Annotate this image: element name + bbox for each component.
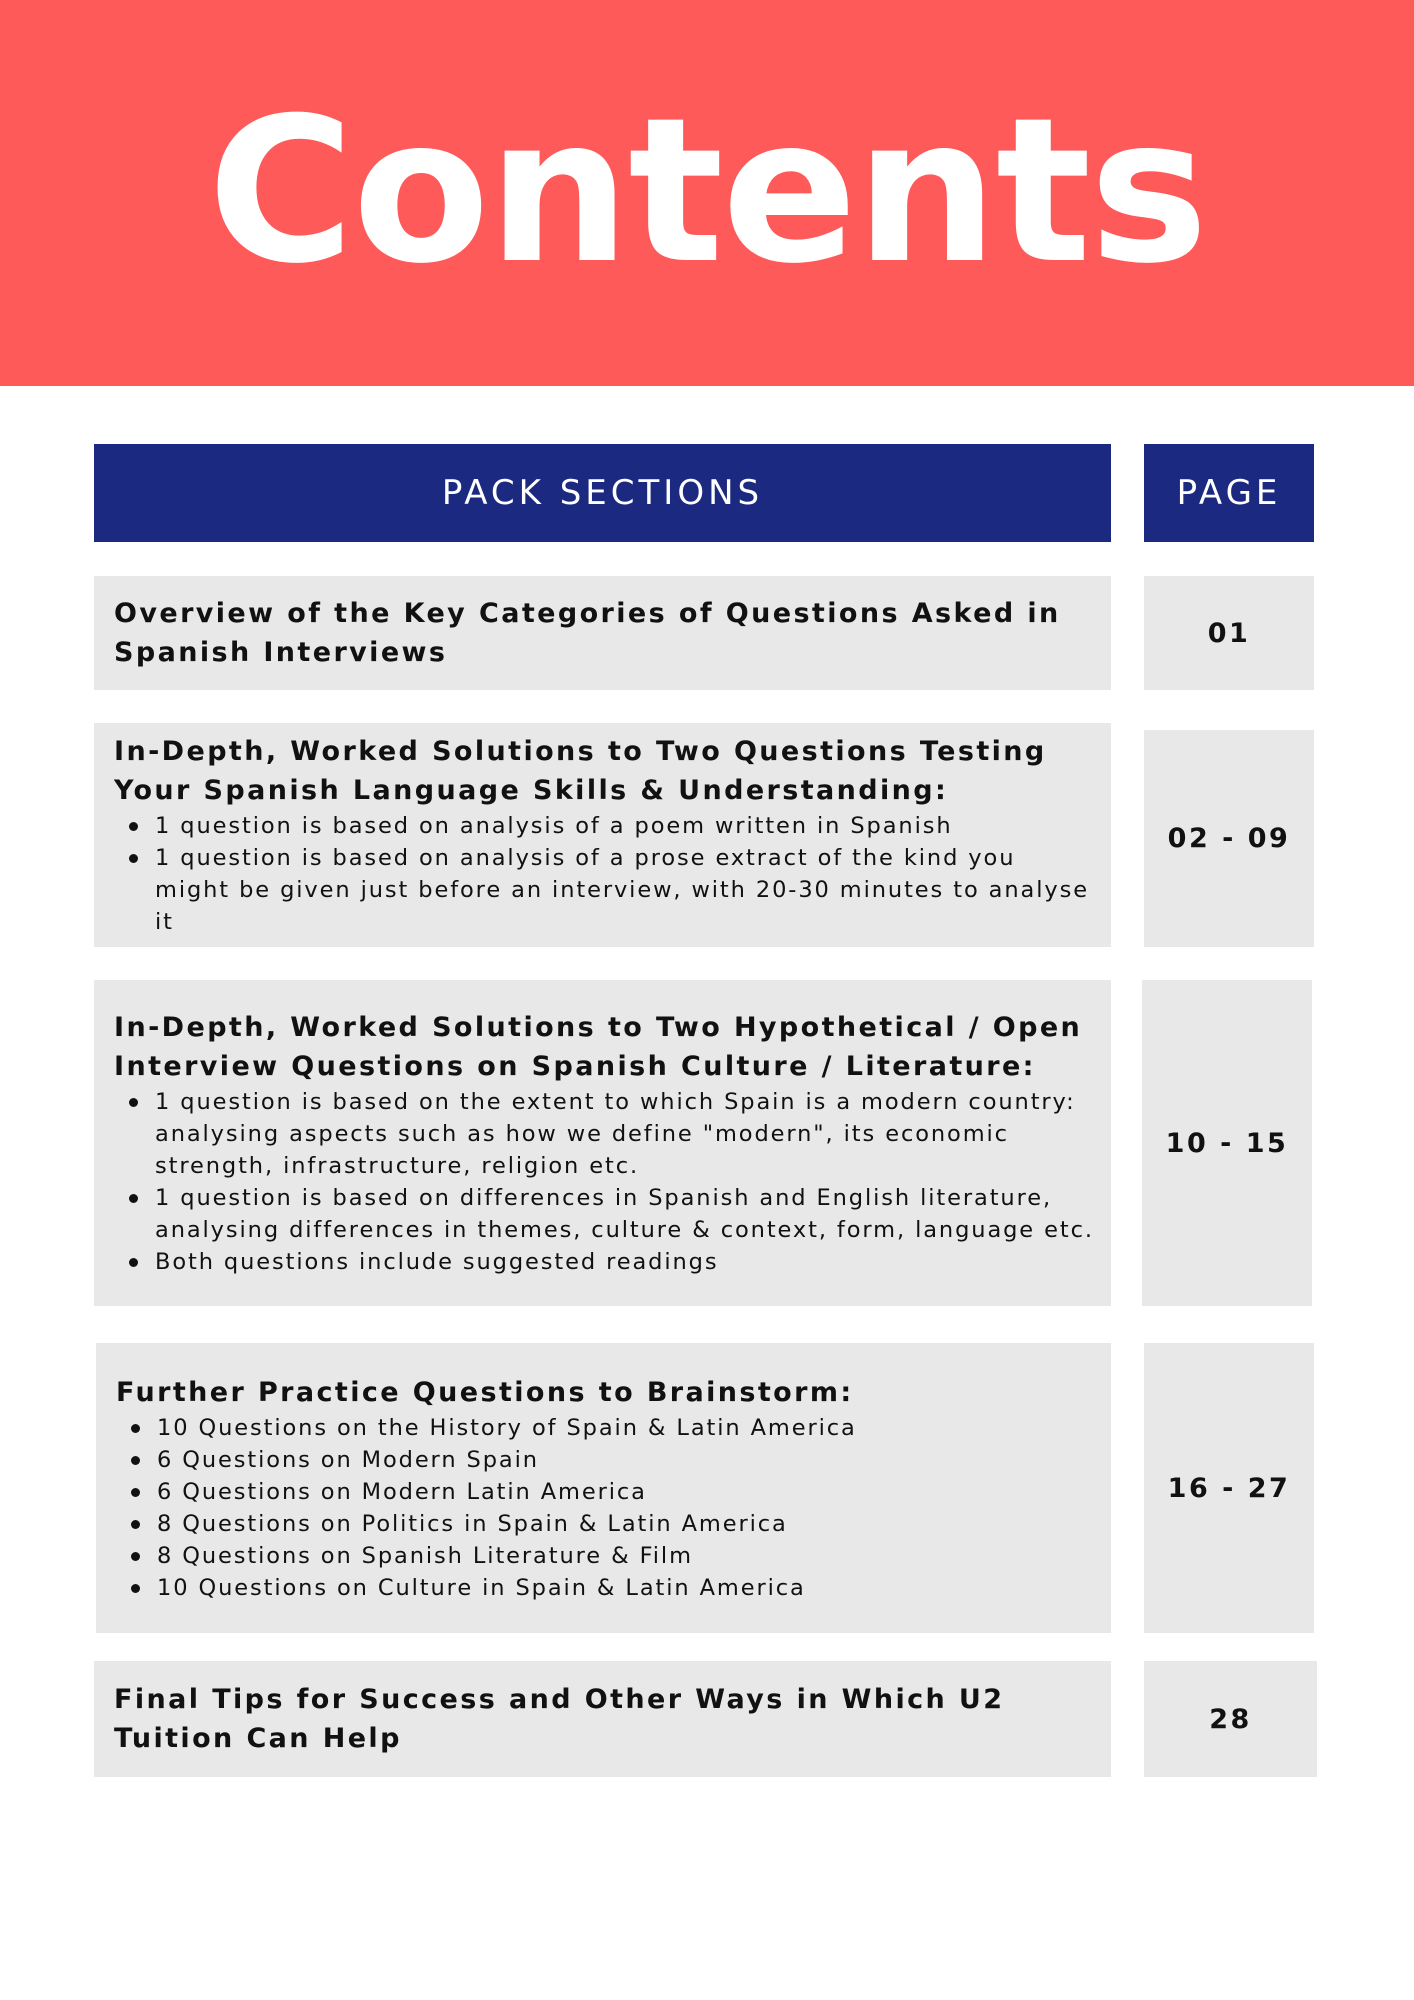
section-title: In-Depth, Worked Solutions to Two Hypothetical / Open Interview Questions on Spanish Culture / Literature: [114,1012,1083,1082]
toc-page-number: 02 - 09 [1144,730,1314,947]
toc-section-culture-literature[interactable] [94,980,1111,1306]
contents-banner [0,0,1414,386]
list-item: 1 question is based on analysis of a prose extract of the kind you might be given just before an interview, with 20-30 minutes to analyse it [114,842,1097,938]
toc-page-number: 01 [1144,576,1314,690]
bullet-list [116,1412,1097,1604]
toc-section-language-skills[interactable] [94,723,1111,947]
list-item: 1 question is based on analysis of a poem written in Spanish [114,810,1097,842]
toc-page-number: 28 [1144,1661,1317,1777]
toc-page-number: 10 - 15 [1142,980,1312,1306]
toc-page-number: 16 - 27 [1144,1343,1314,1633]
section-title: Overview of the Key Categories of Questions Asked in Spanish Interviews [114,598,1061,668]
list-item: 6 Questions on Modern Spain [116,1444,1097,1476]
list-item: 8 Questions on Politics in Spain & Latin America [116,1508,1097,1540]
list-item: 10 Questions on Culture in Spain & Latin America [116,1572,1097,1604]
page-column-header: PAGE [1144,444,1314,542]
bullet-list [114,1086,1097,1278]
list-item: 1 question is based on the extent to which Spain is a modern country: analysing aspects such as how we define "modern", its economic strength, infrastructure, religion etc. [114,1086,1097,1182]
list-item: Both questions include suggested readings [114,1246,1097,1278]
bullet-list [114,810,1097,938]
toc-section-final-tips[interactable] [94,1661,1111,1777]
toc-section-practice-questions[interactable] [96,1343,1111,1633]
page-title: Contents [207,75,1207,308]
section-title: Final Tips for Success and Other Ways in Which U2 Tuition Can Help [114,1684,1005,1754]
section-title: In-Depth, Worked Solutions to Two Questions Testing Your Spanish Language Skills & Understanding: [114,736,1047,806]
pack-sections-header: PACK SECTIONS [94,444,1111,542]
section-title: Further Practice Questions to Brainstorm: [116,1376,854,1408]
list-item: 6 Questions on Modern Latin America [116,1476,1097,1508]
list-item: 10 Questions on the History of Spain & Latin America [116,1412,1097,1444]
list-item: 1 question is based on differences in Spanish and English literature, analysing differences in themes, culture & context, form, language etc. [114,1182,1097,1246]
list-item: 8 Questions on Spanish Literature & Film [116,1540,1097,1572]
toc-section-overview[interactable] [94,576,1111,690]
